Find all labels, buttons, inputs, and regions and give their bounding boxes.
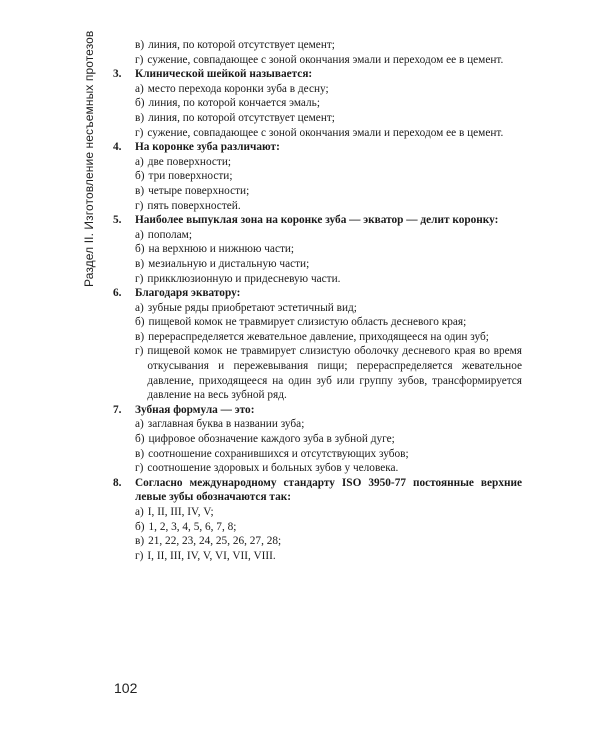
question-number: 5. [113, 214, 122, 227]
option: г) соотношение здоровых и больных зубов у человека. [135, 462, 399, 475]
option: в) мезиальную и дистальную части; [135, 257, 310, 270]
option: б) линия, по которой кончается эмаль; [135, 97, 320, 110]
option: б) на верхнюю и нижнюю части; [135, 243, 295, 256]
page-number: 102 [114, 680, 138, 696]
option: а) I, II, III, IV, V; [135, 506, 214, 518]
option: б) три поверхности; [135, 170, 233, 183]
question-title: Клинической шейкой называется: [135, 68, 313, 81]
option: а) заглавная буква в названии зуба; [135, 418, 305, 431]
question-title: На коронке зуба различают: [135, 141, 280, 154]
option: в) перераспределяется жевательное давление, приходящееся на один зуб; [135, 330, 489, 343]
question-number: 7. [113, 403, 122, 416]
option: г) пять поверхностей. [135, 199, 241, 212]
question-number: 3. [113, 68, 122, 81]
question-title: Благодаря экватору: [135, 287, 241, 300]
question-5 [113, 213, 522, 286]
option: б) цифровое обозначение каждого зуба в зубной дуге; [135, 433, 395, 446]
question-title: Зубная формула — это: [135, 403, 255, 416]
option: г) пищевой комок не травмирует слизистую оболочку десневого края во время откусывания и пережевывания пищи; перераспределяется жевательное давление, приходящееся на один зуб или группу зубов, трансформируется давление на весь зубной ряд. [135, 345, 522, 402]
option: а) место перехода коронки зуба в десну; [135, 82, 329, 95]
continued-options [113, 38, 522, 67]
option: а) пополам; [135, 228, 192, 241]
question-title: Согласно международному стандарту ISO 3950-77 постоянные верхние левые зубы обозначаются так: [135, 476, 522, 504]
option: г) I, II, III, IV, V, VI, VII, VIII. [135, 549, 276, 562]
question-number: 8. [113, 476, 122, 489]
option: в) 21, 22, 23, 24, 25, 26, 27, 28; [135, 535, 282, 548]
option: в) линия, по которой отсутствует цемент; [135, 111, 335, 124]
running-section-header: Раздел II. Изготовление несъемных протезов [82, 30, 96, 287]
option: а) зубные ряды приобретают эстетичный вид; [135, 301, 357, 314]
option: в) соотношение сохранившихся и отсутствующих зубов; [135, 447, 409, 460]
page-content [113, 38, 522, 563]
option: г) сужение, совпадающее с зоной окончания эмали и переходом ее в цемент. [135, 126, 504, 139]
option: а) две поверхности; [135, 155, 232, 168]
question-3 [113, 67, 522, 140]
question-number: 6. [113, 287, 122, 300]
question-title: Наиболее выпуклая зона на коронке зуба — экватор — делит коронку: [135, 214, 499, 227]
question-6 [113, 286, 522, 403]
question-7 [113, 403, 522, 476]
option: г) сужение, совпадающее с зоной окончания эмали и переходом ее в цемент. [135, 53, 504, 66]
question-8 [113, 476, 522, 564]
question-number: 4. [113, 141, 122, 154]
option: в) линия, по которой отсутствует цемент; [135, 39, 335, 51]
option: б) пищевой комок не травмирует слизистую область десневого края; [135, 316, 467, 329]
option: г) прикклюзионную и придесневую части. [135, 272, 341, 285]
option: б) 1, 2, 3, 4, 5, 6, 7, 8; [135, 520, 237, 533]
option: в) четыре поверхности; [135, 184, 250, 197]
question-4 [113, 140, 522, 213]
